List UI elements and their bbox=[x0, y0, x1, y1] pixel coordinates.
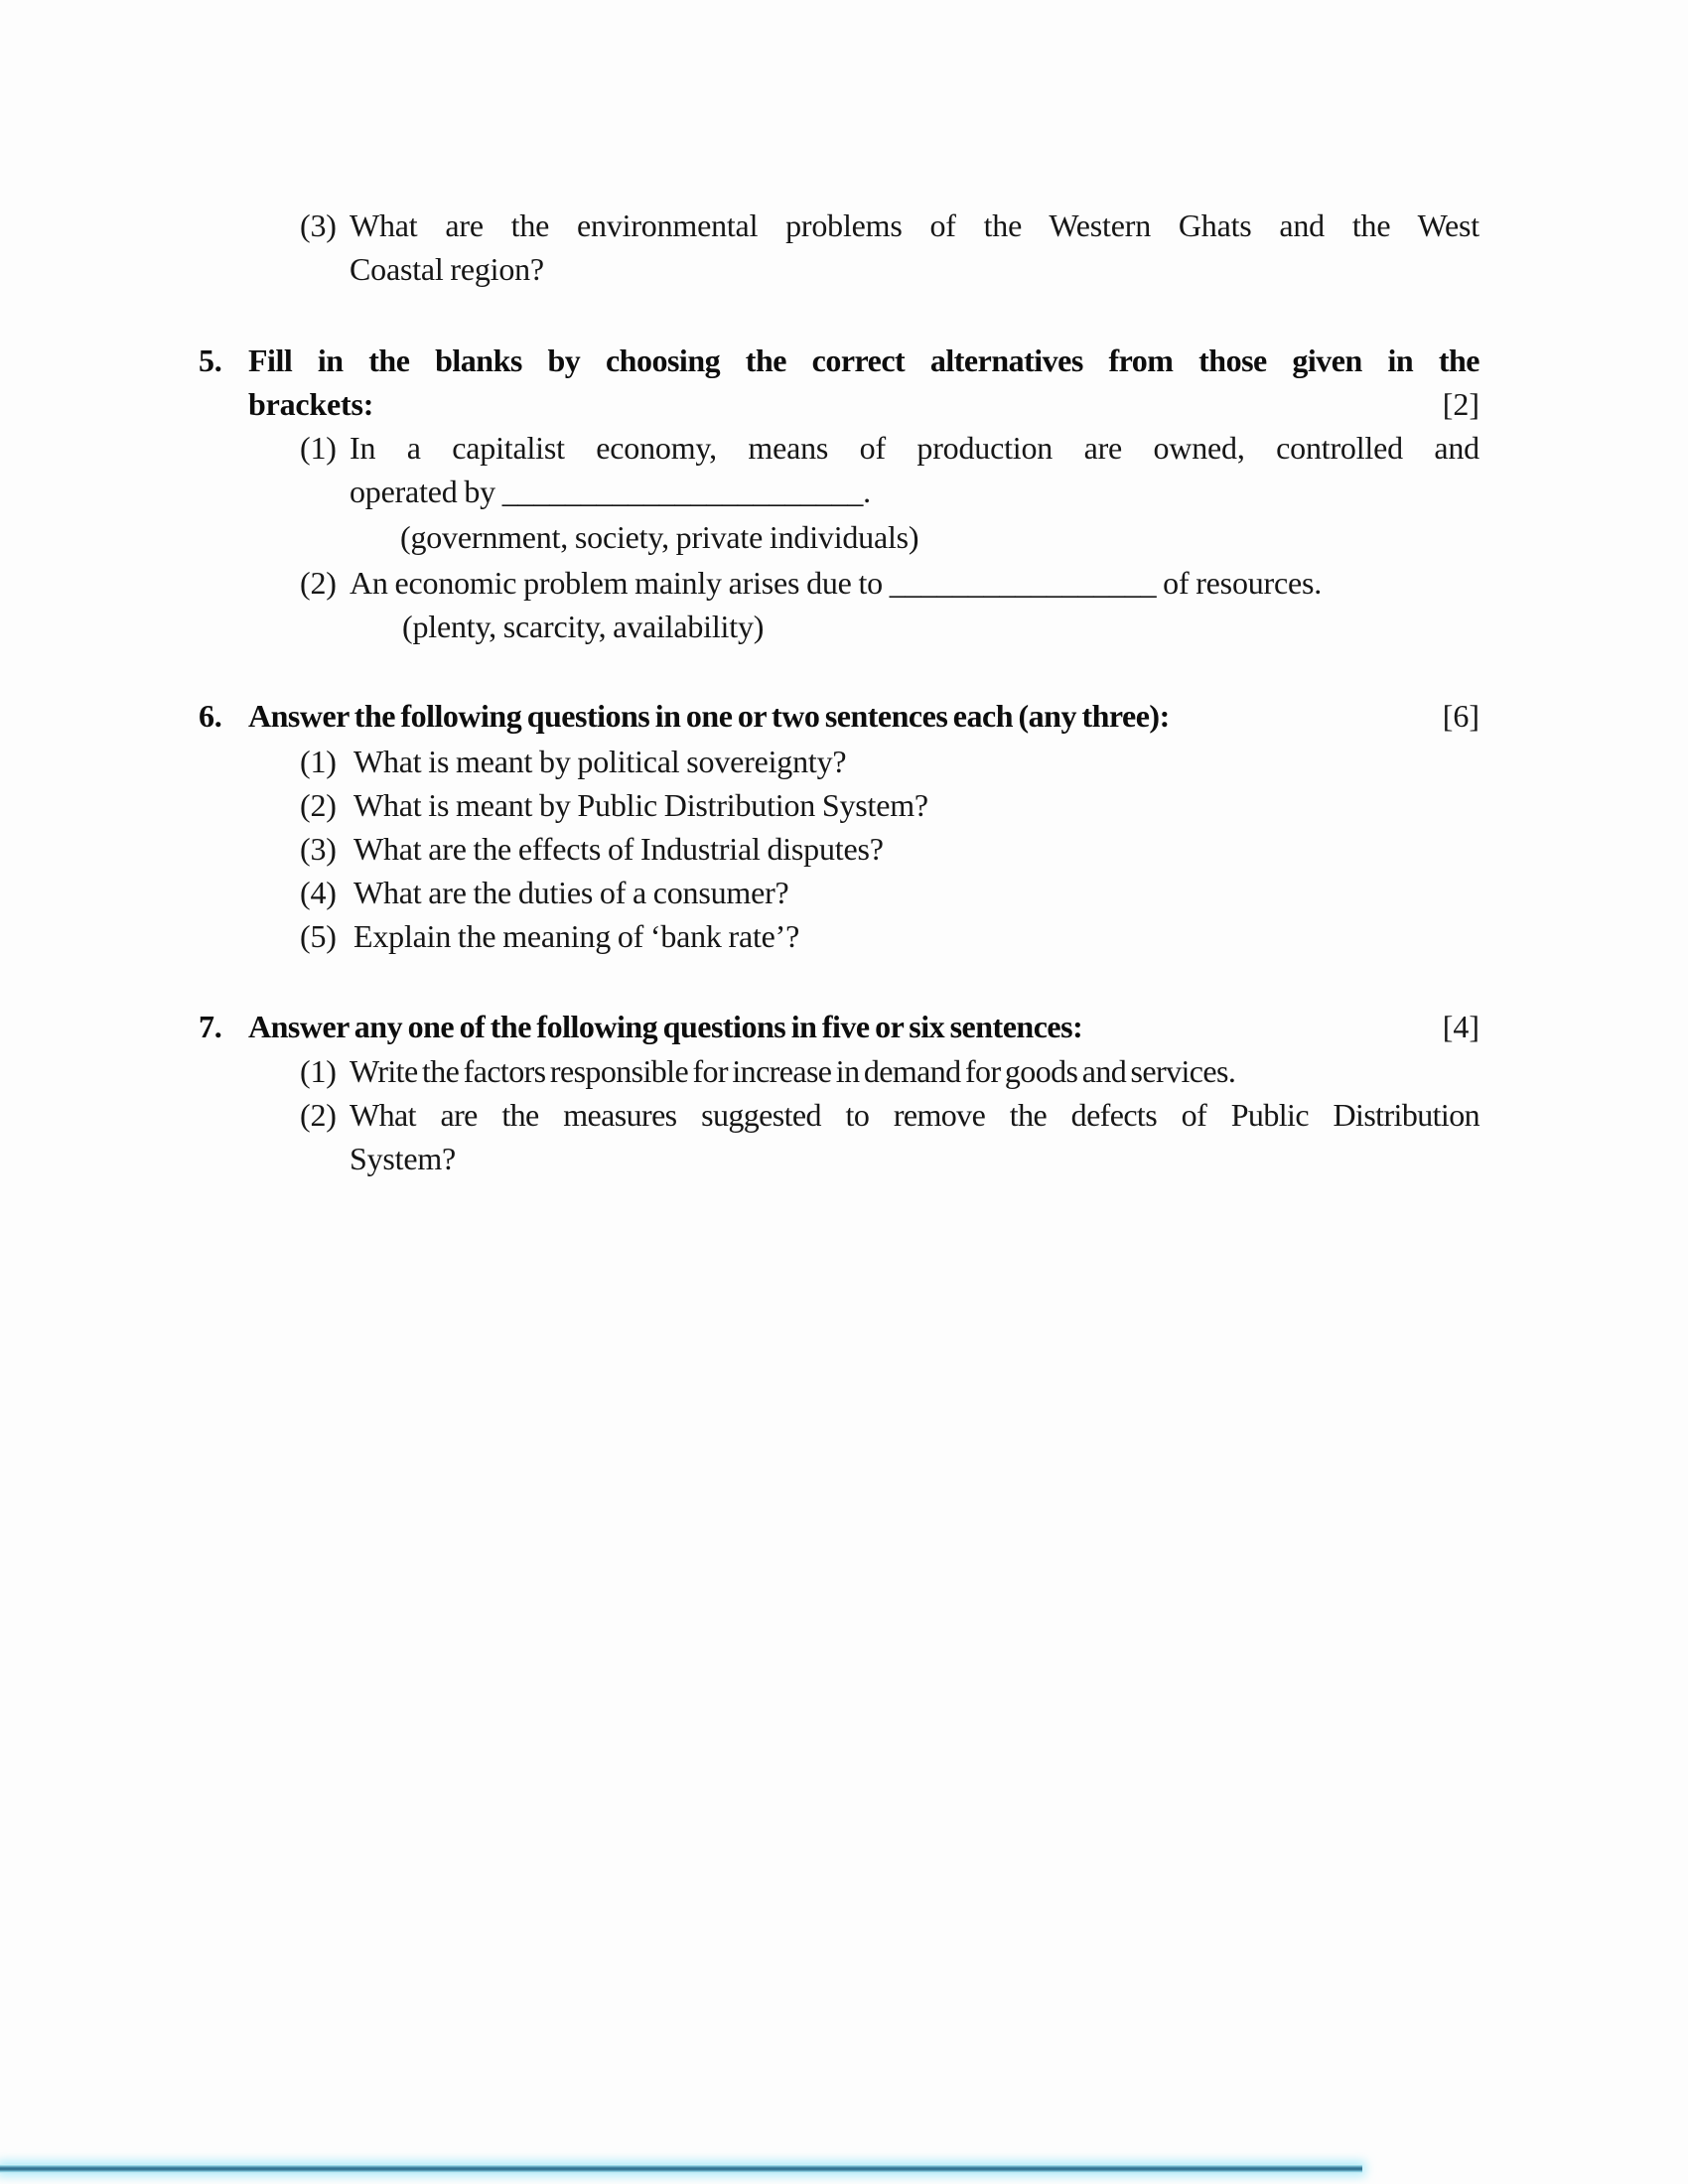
section-5-marks-badge: [2] bbox=[1442, 386, 1479, 422]
section-6-item-1 bbox=[300, 740, 1479, 783]
item-marker: (3) bbox=[300, 207, 337, 243]
section-6-marks-badge: [6] bbox=[1442, 698, 1479, 734]
section-6-item-5-text: Explain the meaning of ‘bank rate’? bbox=[353, 918, 800, 954]
item-marker: (5) bbox=[300, 918, 337, 954]
item-marker: (4) bbox=[300, 875, 337, 910]
section-5-item-1-line-2: operated by _______________________. bbox=[350, 474, 871, 509]
section-5-item-1 bbox=[300, 426, 1479, 513]
question-3-line-2: Coastal region? bbox=[350, 251, 544, 287]
section-7-item-1-text: Write the factors responsible for increase in demand for goods and services. bbox=[350, 1053, 1236, 1089]
item-marker: (1) bbox=[300, 744, 337, 779]
item-marker: (1) bbox=[300, 1053, 337, 1089]
section-7-item-2-line-2: System? bbox=[350, 1141, 457, 1176]
section-5-header bbox=[199, 339, 1479, 426]
section-5-item-1-line-1: In a capitalist economy, means of production are owned, controlled and bbox=[350, 430, 1479, 466]
item-marker: (2) bbox=[300, 565, 337, 601]
section-5-item-1-options: (government, society, private individuals) bbox=[400, 519, 919, 555]
section-6-item-4-text: What are the duties of a consumer? bbox=[353, 875, 789, 910]
section-7-marks-badge: [4] bbox=[1442, 1009, 1479, 1044]
section-5-item-2-options: (plenty, scarcity, availability) bbox=[402, 609, 765, 644]
section-7-header bbox=[199, 1005, 1479, 1048]
section-5-number: 5. bbox=[199, 342, 222, 378]
section-6-heading: Answer the following questions in one or two sentences each (any three): bbox=[248, 698, 1170, 734]
section-7-item-2 bbox=[300, 1093, 1479, 1180]
section-6-item-5 bbox=[300, 914, 1479, 958]
section-5-item-2 bbox=[300, 561, 1479, 605]
item-marker: (3) bbox=[300, 831, 337, 867]
section-7-item-2-line-1: What are the measures suggested to remove the defects of Public Distribution bbox=[350, 1097, 1479, 1133]
item-marker: (2) bbox=[300, 1097, 337, 1133]
section-6-item-3-text: What are the effects of Industrial disputes? bbox=[353, 831, 884, 867]
section-6-item-2-text: What is meant by Public Distribution System? bbox=[353, 787, 928, 823]
section-7-number: 7. bbox=[199, 1009, 222, 1044]
section-5-heading-line-2: brackets: bbox=[248, 386, 374, 422]
section-5-item-2-line-1: An economic problem mainly arises due to _________________ of resources. bbox=[350, 565, 1323, 601]
item-marker: (2) bbox=[300, 787, 337, 823]
section-6-header bbox=[199, 694, 1479, 738]
item-marker: (1) bbox=[300, 430, 337, 466]
section-5-heading-line-1: Fill in the blanks by choosing the correct alternatives from those given in the bbox=[248, 342, 1479, 378]
section-7-heading: Answer any one of the following questions in five or six sentences: bbox=[248, 1009, 1083, 1044]
section-6-item-4 bbox=[300, 871, 1479, 914]
question-item-3 bbox=[300, 204, 1479, 291]
section-6-item-3 bbox=[300, 827, 1479, 871]
section-6-item-1-text: What is meant by political sovereignty? bbox=[353, 744, 847, 779]
section-6-number: 6. bbox=[199, 698, 222, 734]
section-7-item-1 bbox=[300, 1049, 1479, 1093]
question-3-line-1: What are the environmental problems of the Western Ghats and the West bbox=[350, 207, 1479, 243]
footer-divider-rule bbox=[0, 2164, 1362, 2173]
section-6-item-2 bbox=[300, 783, 1479, 827]
